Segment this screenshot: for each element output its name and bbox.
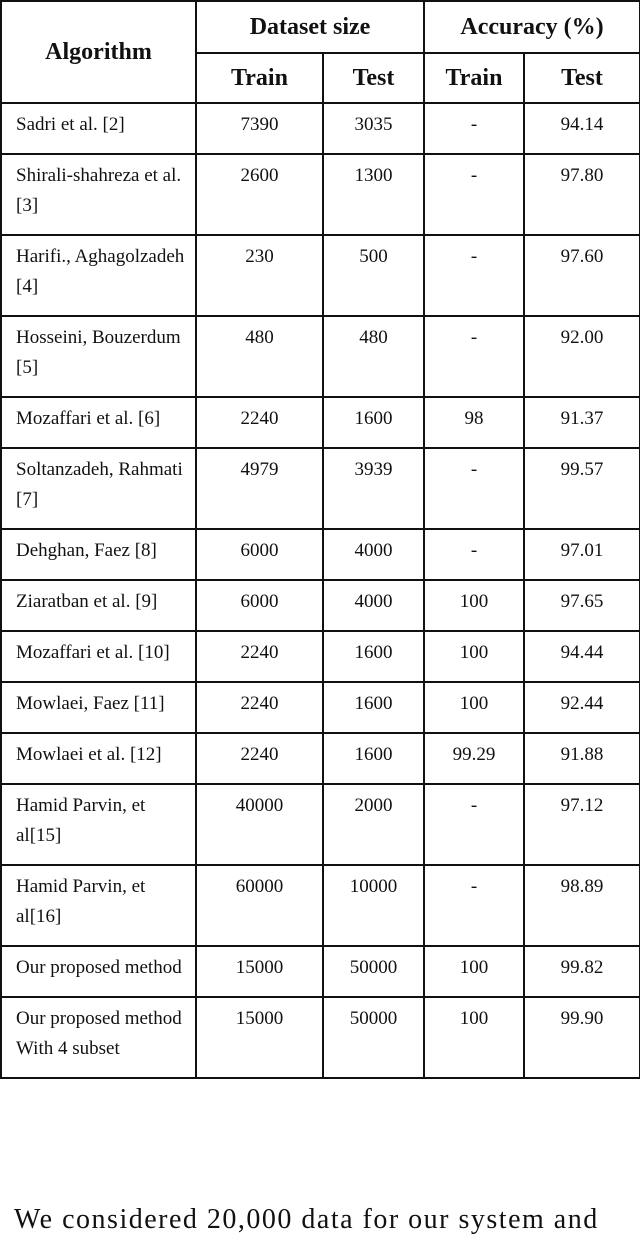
cell-acc-test: 94.44 [524,631,640,682]
cell-algorithm: Harifi., Aghagolzadeh [4] [1,235,196,316]
cell-train: 6000 [196,529,323,580]
cell-test: 3035 [323,103,424,154]
table-row [1,946,640,997]
cell-train: 15000 [196,997,323,1078]
cell-test: 1600 [323,397,424,448]
cell-test: 50000 [323,997,424,1078]
table-body [1,103,640,1078]
body-paragraph: We considered 20,000 data for our system and [14,1204,599,1235]
cell-test: 3939 [323,448,424,529]
cell-acc-train: - [424,316,524,397]
cell-train: 4979 [196,448,323,529]
cell-test: 50000 [323,946,424,997]
cell-test: 1600 [323,733,424,784]
cell-acc-test: 98.89 [524,865,640,946]
cell-algorithm: Mozaffari et al. [6] [1,397,196,448]
cell-acc-test: 97.80 [524,154,640,235]
cell-algorithm: Hamid Parvin, et al[15] [1,784,196,865]
table-row [1,235,640,316]
cell-train: 2240 [196,397,323,448]
cell-acc-test: 97.12 [524,784,640,865]
cell-algorithm: Mowlaei, Faez [11] [1,682,196,733]
table-row [1,529,640,580]
header-accuracy: Accuracy (%) [424,1,640,53]
table-row [1,448,640,529]
header-dataset-size: Dataset size [196,1,424,53]
cell-acc-train: 99.29 [424,733,524,784]
cell-acc-train: - [424,448,524,529]
cell-acc-test: 94.14 [524,103,640,154]
cell-acc-test: 99.82 [524,946,640,997]
header-accuracy-test: Test [524,53,640,103]
cell-acc-train: 98 [424,397,524,448]
table-row [1,682,640,733]
table-row [1,103,640,154]
table-row [1,865,640,946]
cell-train: 7390 [196,103,323,154]
cell-acc-test: 97.01 [524,529,640,580]
table-row [1,316,640,397]
cell-train: 230 [196,235,323,316]
cell-algorithm: Shirali-shahreza et al.[3] [1,154,196,235]
cell-test: 1600 [323,682,424,733]
cell-acc-test: 92.00 [524,316,640,397]
cell-acc-train: 100 [424,682,524,733]
cell-train: 2600 [196,154,323,235]
table-row [1,997,640,1078]
cell-acc-train: - [424,784,524,865]
cell-acc-train: 100 [424,997,524,1078]
cell-acc-test: 91.88 [524,733,640,784]
cell-algorithm: Our proposed method With 4 subset [1,997,196,1078]
cell-acc-test: 97.60 [524,235,640,316]
cell-acc-train: 100 [424,580,524,631]
cell-algorithm: Hosseini, Bouzerdum [5] [1,316,196,397]
cell-train: 60000 [196,865,323,946]
cell-algorithm: Our proposed method [1,946,196,997]
cell-test: 1300 [323,154,424,235]
cell-acc-test: 92.44 [524,682,640,733]
table-row [1,631,640,682]
cell-train: 2240 [196,682,323,733]
cell-test: 4000 [323,529,424,580]
cell-train: 2240 [196,733,323,784]
cell-acc-train: 100 [424,946,524,997]
table-row [1,784,640,865]
cell-acc-train: - [424,865,524,946]
cell-test: 2000 [323,784,424,865]
cell-acc-train: - [424,529,524,580]
table-row [1,580,640,631]
cell-acc-test: 99.57 [524,448,640,529]
cell-train: 40000 [196,784,323,865]
cell-algorithm: Ziaratban et al. [9] [1,580,196,631]
cell-acc-train: 100 [424,631,524,682]
cell-algorithm: Hamid Parvin, et al[16] [1,865,196,946]
cell-train: 6000 [196,580,323,631]
cell-test: 4000 [323,580,424,631]
cell-acc-test: 97.65 [524,580,640,631]
header-accuracy-train: Train [424,53,524,103]
cell-acc-train: - [424,154,524,235]
cell-train: 15000 [196,946,323,997]
cell-algorithm: Mozaffari et al. [10] [1,631,196,682]
cell-algorithm: Sadri et al. [2] [1,103,196,154]
cell-acc-train: - [424,103,524,154]
cell-train: 2240 [196,631,323,682]
table-row [1,397,640,448]
cell-train: 480 [196,316,323,397]
table-row [1,154,640,235]
header-dataset-test: Test [323,53,424,103]
cell-algorithm: Dehghan, Faez [8] [1,529,196,580]
header-algorithm: Algorithm [1,1,196,103]
cell-test: 10000 [323,865,424,946]
cell-test: 500 [323,235,424,316]
cell-test: 480 [323,316,424,397]
cell-acc-test: 91.37 [524,397,640,448]
cell-acc-test: 99.90 [524,997,640,1078]
cell-acc-train: - [424,235,524,316]
header-dataset-train: Train [196,53,323,103]
cell-algorithm: Mowlaei et al. [12] [1,733,196,784]
cell-algorithm: Soltanzadeh, Rahmati [7] [1,448,196,529]
cell-test: 1600 [323,631,424,682]
table-row [1,733,640,784]
